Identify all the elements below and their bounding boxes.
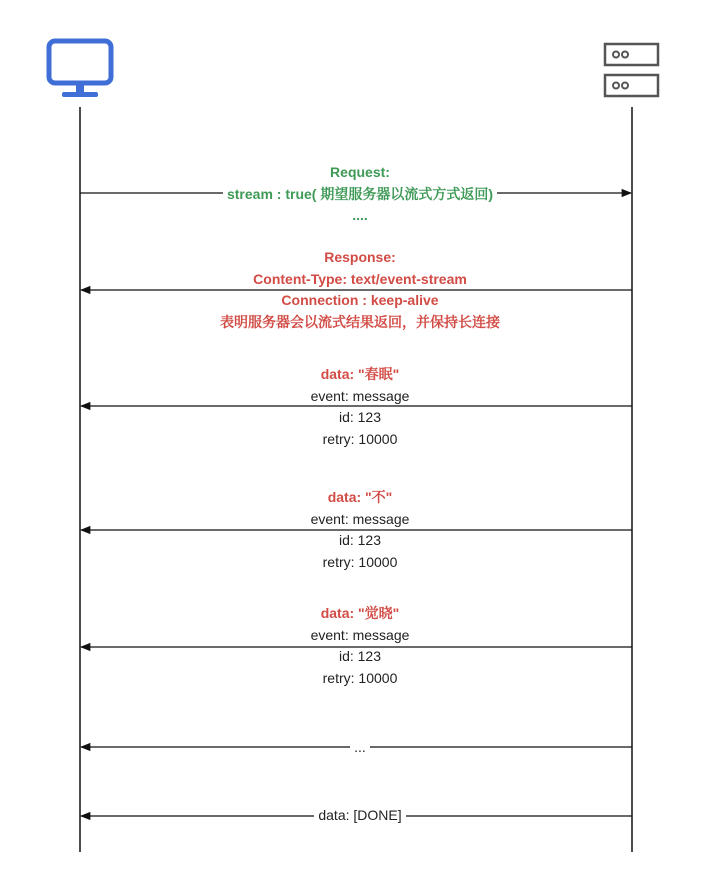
event-label-3 xyxy=(150,603,570,689)
response-note: 表明服务器会以流式结果返回，并保持长连接 xyxy=(216,314,504,330)
ellipsis-text: ... xyxy=(350,739,370,755)
done-label xyxy=(150,805,570,827)
event-retry: retry: 10000 xyxy=(319,670,402,686)
event-type: event: message xyxy=(307,388,414,404)
event-id: id: 123 xyxy=(335,648,385,664)
event-data: data: "春眠" xyxy=(317,366,404,382)
request-label xyxy=(150,162,570,227)
event-data: data: "不" xyxy=(324,489,397,505)
request-stream-param: stream : true( 期望服务器以流式方式返回) xyxy=(223,186,497,202)
event-id: id: 123 xyxy=(335,409,385,425)
event-data: data: "觉晓" xyxy=(317,605,404,621)
event-id: id: 123 xyxy=(335,532,385,548)
event-retry: retry: 10000 xyxy=(319,554,402,570)
response-label xyxy=(150,247,570,333)
request-title: Request: xyxy=(326,164,394,180)
event-retry: retry: 10000 xyxy=(319,431,402,447)
response-content-type: Content-Type: text/event-stream xyxy=(249,271,471,287)
server-icon xyxy=(605,44,658,96)
event-label-2 xyxy=(150,487,570,573)
request-more: .... xyxy=(348,207,372,223)
event-type: event: message xyxy=(307,511,414,527)
ellipsis-label xyxy=(150,737,570,759)
done-text: data: [DONE] xyxy=(314,807,405,823)
response-connection: Connection : keep-alive xyxy=(277,292,442,308)
response-title: Response: xyxy=(320,249,400,265)
event-type: event: message xyxy=(307,627,414,643)
event-label-1 xyxy=(150,364,570,450)
monitor-icon xyxy=(49,41,111,97)
